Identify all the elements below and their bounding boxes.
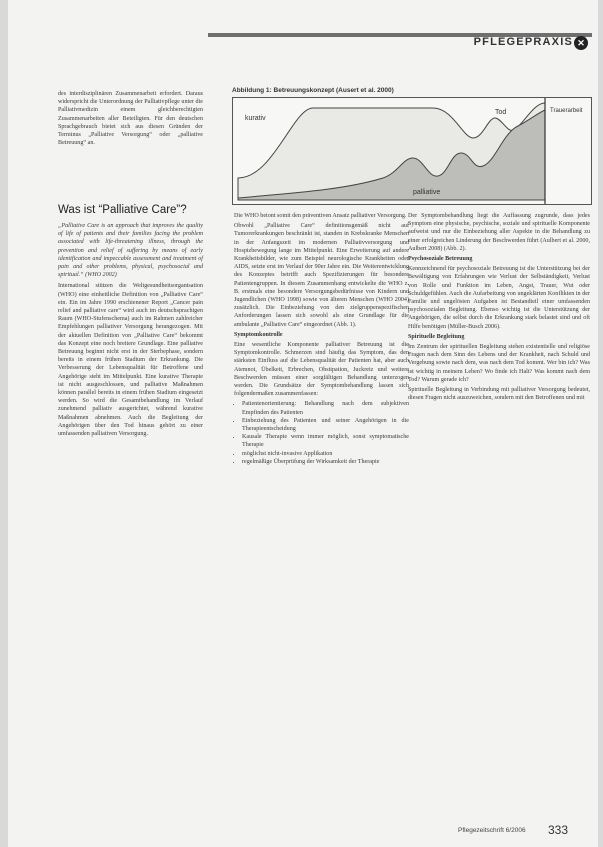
- figure-1: [232, 87, 590, 205]
- document-page: [8, 0, 598, 847]
- column-1-main: [58, 222, 203, 438]
- header-section-label: PFLEGEPRAXIS: [473, 36, 573, 48]
- label-trauer: Trauerarbeit: [550, 108, 583, 114]
- list-item: • Einbeziehung des Patienten und seiner Angehörigen in die Therapieentscheidung: [242, 417, 409, 433]
- bullet-list: [234, 400, 409, 466]
- logo-icon: ✕: [574, 36, 588, 50]
- list-item: • möglichst nicht-invasive Applikation: [242, 450, 409, 458]
- paragraph: Kennzeichnend für psychosoziale Betreuung ist die Unterstützung bei der Bewältigung von Erfahrungen wie Verlust der Selbständigkeit, Verlust von Rolle und Funktion im Leben, Angst, Trauer, Wut oder Schuldgefühlen. Auch die Aufarbeitung von ungeklärten Konflikten in der Familie und ungelösten Aufgaben ist Bestandteil einer umfassenden psychosozialen Begleitung. Ebenso wichtig ist die Unterstützung der Angehörigen, die selbst durch die Erkrankung stark belastet sind und oft Hilfe benötigen (Müller-Busch 2006).: [408, 266, 590, 330]
- paragraph: International stützen die Weltgesundheitsorganisation (WHO) eine einheitliche Definition von „Palliative Care“ ein. Ein im Jahre 1990 erschienener Report „Cancer pain relief and palliative care“ wird auch im deutschsprachigen Raum (WHO-Stufenschema) auch im Rahmen zahlreicher Empfehlungen palliativer Versorgung herangezogen. Mit der aktuellen Definition von „Palliative Care“ bekommt das Konzept eine noch breitere Grundlage. Eine palliative Betreuung beginnt nicht erst in der Sterbephase, sondern bereits in einem frühen Stadium der Erkrankung. Die Verbesserung der Lebensqualität für Betroffene und Angehörige steht im Mittelpunkt. Eine kurative Therapie ist nicht ausgeschlossen, und palliative Maßnahmen können parallel bereits in einem frühen Stadium eingesetzt werden. So wird die Gesamtbehandlung im Verlauf zunehmend palliativ ausgerichtet, während kurative Maßnahmen abnehmen. Auch die Begleitung der Angehörigen über den Tod hinaus gehört zu einer umfassenden palliativen Versorgung.: [58, 283, 203, 438]
- journal-footer: Pflegezeitschrift 6/2006: [458, 827, 526, 834]
- page-number: 333: [548, 823, 569, 837]
- list-item: • regelmäßige Überprüfung der Wirksamkeit der Therapie: [242, 458, 409, 466]
- label-tod: Tod: [495, 109, 507, 116]
- column-3: [408, 212, 590, 404]
- subheading: Spirituelle Begleitung: [408, 333, 465, 340]
- paragraph: Obwohl „Palliative Care“ definitionsgemäß nicht auf Tumorerkrankungen beschränkt ist, standen in Krebskranke Menschen in der Anfangszeit im modernen Palliativversorgung und Hospizbewegung lange im Mittelpunkt. Eine Erweiterung auf andere Krankheitsbilder, wie zum Beispiel neurologische Krankheiten oder AIDS, setzte erst im Verlauf der 90er Jahre ein. Die Weiterentwicklung des Konzeptes betrifft auch Spezifizierungen für besondere Patientengruppen. In diesem Zusammenhang entwickelte die WHO z. B. erstmals eine besondere Versorgungsbedürfnisse von Kindern und Jugendlichen (WHO 1998) sowie von älteren Menschen (WHO 2004) zusätzlich. Die Einbeziehung von den zielgruppenspezifischen Anforderungen lassen sich sowohl als eine Grundlage für die ambulante „Palliative Care“ eingeordnet (Abb. 1).: [234, 223, 409, 328]
- paragraph: Die WHO betont somit den präventiven Ansatz palliativer Versorgung.: [234, 213, 407, 219]
- paragraph: Spirituelle Begleitung in Verbindung mit palliativer Versorgung bedeutet, diesen Fragen nicht auszuweichen, sondern mit den Betroffenen und mit: [408, 387, 590, 402]
- column-1-intro: [58, 90, 203, 149]
- subheading: Psychosoziale Betreuung: [408, 256, 473, 263]
- section-heading: Was ist “Palliative Care”?: [58, 204, 187, 216]
- quote-paragraph: „Palliative Care is an approach that improves the quality of life of patients and their families facing the problem associated with life-threatening illness, through the prevention and relief of suffering by means of early identification and impeccable assessment and treatment of pain and other problems, physical, psychosocial and spiritual.“ (WHO 2002): [58, 223, 203, 279]
- paragraph: Im Zentrum der spirituellen Begleitung stehen existentielle und religiöse Fragen nach dem Sinn des Lebens und der Krankheit, nach Schuld und Vergebung sowie nach dem, was nach dem Tod kommt. Wer bin ich? Was ist wichtig in meinem Leben? Wo finde ich Halt? Was kommt nach dem Tod? Warum gerade ich?: [408, 344, 590, 383]
- label-palliativ: palliative: [413, 189, 441, 196]
- label-kurativ: kurativ: [245, 115, 266, 122]
- subheading: Symptomkontrolle: [234, 331, 283, 338]
- paragraph: Eine wesentliche Komponente palliativer Betreuung ist die Symptomkontrolle. Schmerzen sind häufig das Symptom, das den stärksten Einfluss auf die Lebensqualität der Patienten hat, aber auch Atemnot, Übelkeit, Erbrechen, Obstipation, Juckreiz und weitere Beschwerden müssen einer sorgfältigen Behandlung unterzogen werden. Die Grundsätze der Symptombehandlung lassen sich folgendermaßen zusammenfassen:: [234, 342, 409, 398]
- list-item: • Patientenorientierung: Behandlung nach dem subjektiven Empfinden des Patienten: [242, 400, 409, 416]
- figure-diagram: [233, 98, 591, 204]
- list-item: • Kausale Therapie wenn immer möglich, sonst symptomatische Therapie: [242, 433, 409, 449]
- paragraph: Der Symptombehandlung liegt die Auffassung zugrunde, dass jedes Symptom eine physische, psychische, soziale und spirituelle Komponente aufweist und nur die Einbeziehung aller Aspekte in die Behandlung zu einer erfolgreichen Linderung der Beschwerden führt (Aulbert et al. 2000, Aulbert 2008) (Abb. 2).: [408, 213, 590, 252]
- figure-caption: Abbildung 1: Betreuungskonzept (Ausert et al. 2000): [232, 87, 394, 94]
- paragraph: des interdisziplinären Zusammenarbeit erfordert. Daraus widerspricht die Unterordnung der Palliativpflege unter die Palliativmedizin einem gleichberechtigten Zusammenarbeiten aller Beteiligten. Für den deutschen Sprachgebrauch bietet sich aus diesen Gründen der Terminus „Palliative Versorgung“ oder „palliative Betreuung“ an.: [58, 91, 203, 147]
- column-2: [234, 212, 409, 466]
- figure-box: [232, 97, 592, 205]
